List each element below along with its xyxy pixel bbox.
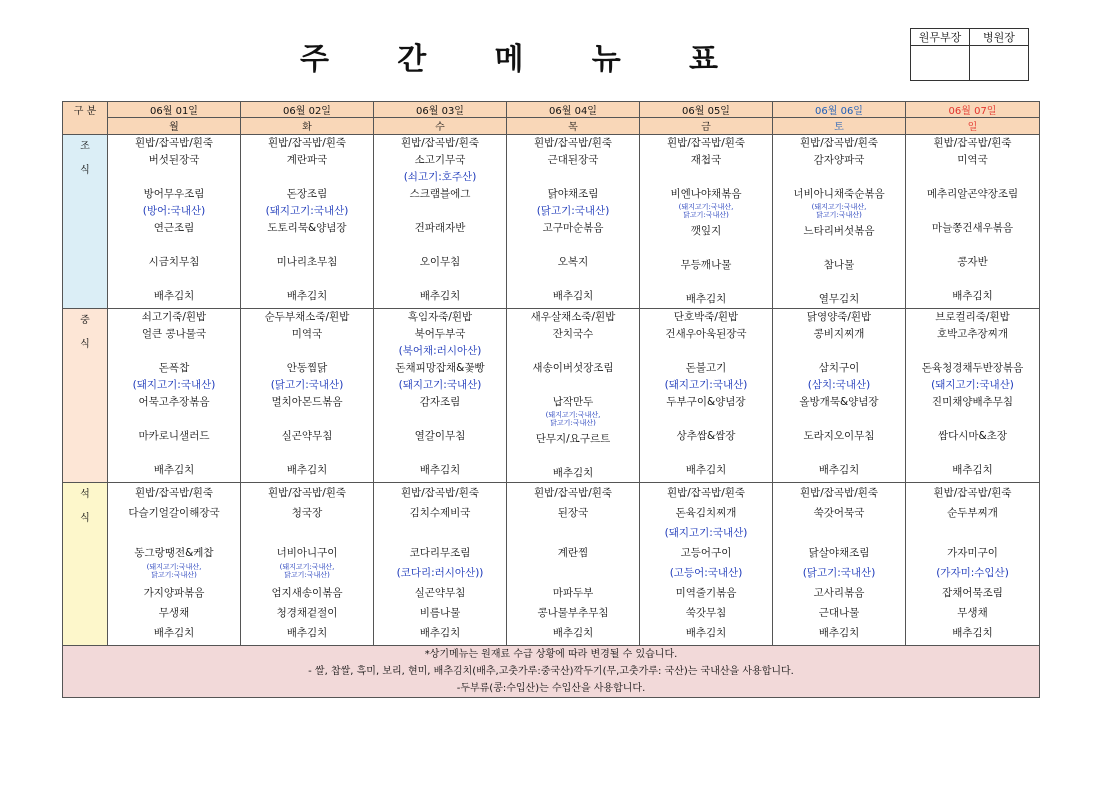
menu-item: 흰밥/잡곡밥/흰죽 bbox=[933, 487, 1012, 499]
menu-item: 흰밥/잡곡밥/흰죽 bbox=[267, 487, 347, 499]
blank-line bbox=[374, 237, 506, 254]
approval-header: 원무부장 bbox=[911, 29, 970, 46]
menu-item: 계란파국 bbox=[286, 154, 328, 166]
menu-item: 어묵고추장볶음 bbox=[138, 396, 210, 408]
menu-item: 안동찜닭 bbox=[286, 362, 328, 374]
menu-item: 느타리버섯볶음 bbox=[803, 225, 875, 237]
menu-item: 배추김치 bbox=[419, 627, 461, 639]
menu-item: 흰밥/잡곡밥/흰죽 bbox=[267, 137, 347, 149]
menu-item: 배추김치 bbox=[286, 627, 328, 639]
date-header: 06월 02일 bbox=[241, 102, 374, 118]
footer-note-line: *상기메뉴는 원재료 수급 상황에 따라 변경될 수 있습니다. bbox=[424, 649, 678, 660]
menu-item: 배추김치 bbox=[685, 464, 727, 476]
menu-item: 오복지 bbox=[557, 256, 589, 268]
menu-cell bbox=[640, 483, 773, 646]
menu-item: 고사리볶음 bbox=[813, 587, 865, 599]
meal-label-char: 중 bbox=[80, 315, 90, 326]
blank-line bbox=[773, 411, 905, 428]
menu-item: 버섯된장국 bbox=[148, 154, 200, 166]
page-title bbox=[300, 34, 720, 78]
origin-note: (북어채:러시아산) bbox=[398, 345, 482, 357]
footer-notes bbox=[63, 646, 1040, 698]
menu-item: 깻잎지 bbox=[690, 225, 722, 237]
blank-line bbox=[241, 169, 373, 186]
menu-cell bbox=[108, 483, 241, 646]
blank-line bbox=[906, 237, 1039, 254]
blank-line bbox=[374, 445, 506, 462]
date-header: 06월 03일 bbox=[374, 102, 507, 118]
origin-note: (고등어:국내산) bbox=[669, 567, 743, 579]
menu-item: 배추김치 bbox=[818, 627, 860, 639]
menu-item: 쑥갓어묵국 bbox=[813, 507, 865, 519]
menu-item: 열갈이무침 bbox=[414, 430, 466, 442]
blank-line bbox=[906, 343, 1039, 360]
blank-line bbox=[640, 240, 772, 257]
menu-item: 시금치무침 bbox=[148, 256, 200, 268]
title-char: 표 bbox=[689, 42, 720, 77]
menu-item: 재첩국 bbox=[690, 154, 722, 166]
menu-item: 열무김치 bbox=[818, 293, 860, 305]
title-char: 뉴 bbox=[591, 42, 623, 77]
blank-line bbox=[108, 169, 240, 186]
menu-item: 메추리알곤약장조림 bbox=[926, 188, 1019, 200]
menu-item: 무등깨나물 bbox=[680, 259, 732, 271]
menu-item: 흰밥/잡곡밥/흰죽 bbox=[533, 137, 613, 149]
menu-item: 미역국 bbox=[957, 154, 988, 166]
menu-cell bbox=[906, 309, 1040, 483]
menu-item: 소고기무국 bbox=[414, 154, 466, 166]
blank-line bbox=[773, 274, 905, 291]
menu-item: 미나리초무침 bbox=[276, 256, 338, 268]
menu-item: 고등어구이 bbox=[680, 547, 732, 559]
blank-line bbox=[640, 343, 772, 360]
menu-cell bbox=[906, 135, 1040, 309]
origin-note: (돼지고기:국내산) bbox=[265, 205, 349, 217]
menu-cell bbox=[507, 483, 640, 646]
approval-box bbox=[910, 28, 1029, 81]
menu-item: 배추김치 bbox=[153, 627, 195, 639]
menu-item: 배추김치 bbox=[685, 293, 727, 305]
origin-note: (삼치:국내산) bbox=[807, 379, 871, 391]
approval-sign-box[interactable] bbox=[911, 46, 970, 81]
menu-item: 흰밥/잡곡밥/흰죽 bbox=[799, 137, 879, 149]
menu-item: 잡채어묵조림 bbox=[942, 587, 1003, 599]
date-header: 06월 04일 bbox=[507, 102, 640, 118]
menu-item: 배추김치 bbox=[552, 627, 594, 639]
menu-cell bbox=[640, 309, 773, 483]
blank-line bbox=[906, 169, 1039, 186]
approval-sign-box[interactable] bbox=[970, 46, 1029, 81]
meal-label-char: 조 bbox=[80, 141, 90, 152]
blank-line bbox=[773, 169, 905, 186]
menu-item: 콩자반 bbox=[957, 256, 988, 268]
menu-item: 닭영양죽/흰밥 bbox=[806, 311, 872, 323]
menu-item: 배추김치 bbox=[552, 290, 594, 302]
blank-line bbox=[241, 445, 373, 462]
menu-item: 돈장조림 bbox=[286, 188, 328, 200]
origin-note: (돼지고기:국내산, 닭고기:국내산) bbox=[678, 203, 734, 219]
menu-item: 닭살야채조림 bbox=[808, 547, 870, 559]
menu-item: 엄지새송이볶음 bbox=[271, 587, 343, 599]
menu-item: 마카로니샐러드 bbox=[138, 430, 210, 442]
menu-item: 콩비지찌개 bbox=[813, 328, 865, 340]
blank-line bbox=[507, 523, 639, 543]
menu-cell bbox=[241, 135, 374, 309]
menu-item: 근대된장국 bbox=[547, 154, 599, 166]
blank-line bbox=[507, 169, 639, 186]
menu-item: 마늘쫑건새우볶음 bbox=[931, 222, 1014, 234]
menu-item: 감자조림 bbox=[419, 396, 461, 408]
menu-item: 흰밥/잡곡밥/흰죽 bbox=[134, 137, 214, 149]
menu-item: 실곤약무침 bbox=[281, 430, 333, 442]
menu-item: 너비아니채죽순볶음 bbox=[793, 188, 885, 200]
blank-line bbox=[108, 411, 240, 428]
date-header: 06월 07일 bbox=[906, 102, 1040, 118]
menu-item: 미역줄기볶음 bbox=[675, 587, 737, 599]
menu-item: 흑임자죽/흰밥 bbox=[407, 311, 473, 323]
menu-item: 배추김치 bbox=[153, 464, 195, 476]
blank-line bbox=[241, 343, 373, 360]
menu-item: 호박고추장찌개 bbox=[936, 328, 1008, 340]
blank-line bbox=[108, 445, 240, 462]
blank-line bbox=[507, 271, 639, 288]
blank-line bbox=[241, 237, 373, 254]
blank-line bbox=[773, 523, 905, 543]
menu-item: 새우살채소죽/흰밥 bbox=[530, 311, 616, 323]
origin-note: (돼지고기:국내산, 닭고기:국내산) bbox=[545, 411, 601, 427]
menu-item: 청국장 bbox=[291, 507, 323, 519]
day-header: 화 bbox=[241, 118, 374, 135]
day-header: 수 bbox=[374, 118, 507, 135]
footer-note-line: -두부류(콩:수입산)는 수입산을 사용합니다. bbox=[456, 683, 646, 694]
blank-line bbox=[374, 411, 506, 428]
menu-item: 흰밥/잡곡밥/흰죽 bbox=[400, 137, 480, 149]
menu-item: 가자미구이 bbox=[947, 547, 998, 559]
menu-item: 건새우아욱된장국 bbox=[665, 328, 747, 340]
menu-item: 연근조림 bbox=[153, 222, 195, 234]
menu-cell bbox=[906, 483, 1040, 646]
meal-label bbox=[63, 309, 108, 483]
menu-item: 두부구이&양념장 bbox=[666, 396, 746, 408]
menu-cell bbox=[108, 309, 241, 483]
menu-item: 돈폭찹 bbox=[158, 362, 190, 374]
origin-note: (닭고기:국내산) bbox=[802, 567, 876, 579]
menu-item: 올방개묵&양념장 bbox=[799, 396, 879, 408]
gubun-header: 구 분 bbox=[63, 102, 108, 135]
menu-cell bbox=[773, 483, 906, 646]
menu-cell bbox=[773, 309, 906, 483]
menu-item: 흰밥/잡곡밥/흰죽 bbox=[666, 137, 746, 149]
title-char: 메 bbox=[494, 42, 526, 77]
meal-label-char: 석 bbox=[80, 489, 90, 500]
meal-label-char: 식 bbox=[80, 513, 90, 524]
blank-line bbox=[374, 271, 506, 288]
menu-item: 삼치구이 bbox=[818, 362, 860, 374]
origin-note: (방어:국내산) bbox=[142, 205, 206, 217]
menu-item: 무생채 bbox=[158, 607, 190, 619]
meal-row-dinner bbox=[63, 483, 1040, 646]
menu-item: 건파래자반 bbox=[414, 222, 466, 234]
menu-item: 배추김치 bbox=[952, 627, 993, 639]
blank-line bbox=[906, 271, 1039, 288]
footer-note-line: - 쌀, 찹쌀, 흑미, 보리, 현미, 배추김치(배추,고춧가루:중국산)깍두기(무,고춧가루: 국산)는 국내산을 사용합니다. bbox=[308, 666, 794, 677]
day-header: 목 bbox=[507, 118, 640, 135]
menu-item: 마파두부 bbox=[552, 587, 594, 599]
blank-line bbox=[108, 271, 240, 288]
menu-item: 멸치아몬드볶음 bbox=[271, 396, 343, 408]
origin-note: (돼지고기:국내산) bbox=[931, 379, 1014, 391]
date-header: 06월 01일 bbox=[108, 102, 241, 118]
blank-line bbox=[640, 274, 772, 291]
menu-item: 잔치국수 bbox=[552, 328, 594, 340]
blank-line bbox=[108, 237, 240, 254]
origin-note: (돼지고기:국내산) bbox=[664, 379, 748, 391]
menu-item: 배추김치 bbox=[685, 627, 727, 639]
blank-line bbox=[906, 445, 1039, 462]
menu-cell bbox=[507, 309, 640, 483]
menu-item: 된장국 bbox=[557, 507, 589, 519]
menu-item: 배추김치 bbox=[419, 290, 461, 302]
menu-item: 김치수제비국 bbox=[409, 507, 471, 519]
day-header: 토 bbox=[773, 118, 906, 135]
menu-item: 미역국 bbox=[291, 328, 323, 340]
origin-note: (돼지고기:국내산, 닭고기:국내산) bbox=[811, 203, 867, 219]
menu-item: 배추김치 bbox=[419, 464, 461, 476]
menu-item: 비름나물 bbox=[419, 607, 461, 619]
meal-label bbox=[63, 135, 108, 309]
origin-note: (돼지고기:국내산, 닭고기:국내산) bbox=[279, 563, 335, 579]
menu-item: 감자양파국 bbox=[813, 154, 865, 166]
origin-note: (돼지고기:국내산) bbox=[398, 379, 482, 391]
meal-label bbox=[63, 483, 108, 646]
menu-cell bbox=[241, 309, 374, 483]
menu-item: 쇠고기죽/흰밥 bbox=[141, 311, 207, 323]
menu-item: 배추김치 bbox=[818, 464, 860, 476]
menu-item: 돈불고기 bbox=[685, 362, 727, 374]
menu-cell bbox=[507, 135, 640, 309]
header-day-row bbox=[63, 118, 1040, 135]
approval-header: 병원장 bbox=[970, 29, 1029, 46]
blank-line bbox=[640, 411, 772, 428]
menu-item: 흰밥/잡곡밥/흰죽 bbox=[933, 137, 1012, 149]
menu-item: 스크램블에그 bbox=[409, 188, 471, 200]
day-header: 금 bbox=[640, 118, 773, 135]
weekly-menu-table bbox=[62, 101, 1040, 698]
blank-line bbox=[507, 343, 639, 360]
menu-item: 가지양파볶음 bbox=[143, 587, 205, 599]
menu-cell bbox=[374, 309, 507, 483]
menu-cell bbox=[108, 135, 241, 309]
blank-line bbox=[773, 343, 905, 360]
day-header: 일 bbox=[906, 118, 1040, 135]
menu-item: 돈육김치찌개 bbox=[675, 507, 737, 519]
menu-item: 단무지/요구르트 bbox=[535, 433, 611, 445]
meal-row-breakfast bbox=[63, 135, 1040, 309]
menu-item: 쑥갓무침 bbox=[685, 607, 727, 619]
date-header: 06월 06일 bbox=[773, 102, 906, 118]
menu-item: 너비아니구이 bbox=[276, 547, 338, 559]
menu-cell bbox=[773, 135, 906, 309]
menu-item: 순두부찌개 bbox=[947, 507, 998, 519]
menu-item: 새송이버섯장조림 bbox=[532, 362, 614, 374]
origin-note: (돼지고기:국내산) bbox=[664, 527, 748, 539]
menu-cell bbox=[374, 483, 507, 646]
menu-item: 흰밥/잡곡밥/흰죽 bbox=[400, 487, 480, 499]
blank-line bbox=[241, 411, 373, 428]
blank-line bbox=[640, 169, 772, 186]
origin-note: (코다리:러시아산)) bbox=[396, 567, 484, 579]
menu-item: 흰밥/잡곡밥/흰죽 bbox=[134, 487, 214, 499]
menu-item: 코다리무조림 bbox=[409, 547, 471, 559]
menu-item: 도토리묵&양념장 bbox=[267, 222, 347, 234]
blank-line bbox=[374, 203, 506, 220]
menu-item: 계란찜 bbox=[557, 547, 589, 559]
menu-item: 배추김치 bbox=[552, 467, 594, 479]
blank-line bbox=[507, 563, 639, 583]
menu-cell bbox=[374, 135, 507, 309]
origin-note: (닭고기:국내산) bbox=[536, 205, 610, 217]
blank-line bbox=[507, 237, 639, 254]
meal-row-lunch bbox=[63, 309, 1040, 483]
menu-item: 진미채양배추무침 bbox=[931, 396, 1014, 408]
menu-item: 흰밥/잡곡밥/흰죽 bbox=[533, 487, 613, 499]
menu-item: 얼큰 콩나물국 bbox=[141, 328, 207, 340]
origin-note: (가자미:수입산) bbox=[936, 567, 1009, 579]
menu-item: 동그랑땡전&케찹 bbox=[134, 547, 214, 559]
menu-item: 참나물 bbox=[823, 259, 855, 271]
menu-item: 납작만두 bbox=[552, 396, 594, 408]
blank-line bbox=[906, 203, 1039, 220]
menu-item: 쌈다시마&초장 bbox=[937, 430, 1008, 442]
menu-item: 배추김치 bbox=[952, 464, 993, 476]
origin-note: (쇠고기:호주산) bbox=[403, 171, 477, 183]
menu-item: 돈육청경채두반장볶음 bbox=[921, 362, 1024, 374]
blank-line bbox=[507, 377, 639, 394]
origin-note: (돼지고기:국내산, 닭고기:국내산) bbox=[146, 563, 202, 579]
menu-item: 돈채피망잡채&꽃빵 bbox=[395, 362, 485, 374]
menu-item: 흰밥/잡곡밥/흰죽 bbox=[666, 487, 746, 499]
menu-cell bbox=[640, 135, 773, 309]
menu-item: 무생채 bbox=[957, 607, 988, 619]
menu-item: 닭야채조림 bbox=[547, 188, 599, 200]
menu-item: 비엔나야채볶음 bbox=[670, 188, 742, 200]
menu-item: 다슬기얼갈이해장국 bbox=[128, 507, 220, 519]
menu-cell bbox=[241, 483, 374, 646]
day-header: 월 bbox=[108, 118, 241, 135]
menu-item: 배추김치 bbox=[952, 290, 993, 302]
blank-line bbox=[108, 343, 240, 360]
date-header: 06월 05일 bbox=[640, 102, 773, 118]
blank-line bbox=[773, 445, 905, 462]
menu-item: 실곤약무침 bbox=[414, 587, 466, 599]
blank-line bbox=[241, 271, 373, 288]
menu-item: 방어무우조림 bbox=[143, 188, 205, 200]
title-char: 주 bbox=[300, 42, 331, 77]
blank-line bbox=[773, 240, 905, 257]
blank-line bbox=[906, 411, 1039, 428]
footer-row bbox=[63, 646, 1040, 698]
menu-item: 고구마순볶음 bbox=[542, 222, 604, 234]
blank-line bbox=[108, 523, 240, 543]
menu-item: 배추김치 bbox=[153, 290, 195, 302]
menu-item: 브로컬리죽/흰밥 bbox=[935, 311, 1010, 323]
menu-item: 근대나물 bbox=[818, 607, 860, 619]
menu-item: 단호박죽/흰밥 bbox=[673, 311, 739, 323]
title-char: 간 bbox=[397, 42, 429, 77]
meal-label-char: 식 bbox=[80, 339, 90, 350]
blank-line bbox=[374, 523, 506, 543]
blank-line bbox=[507, 448, 639, 465]
blank-line bbox=[906, 523, 1039, 543]
meal-label-char: 식 bbox=[80, 165, 90, 176]
menu-item: 흰밥/잡곡밥/흰죽 bbox=[799, 487, 879, 499]
menu-item: 청경채겉절이 bbox=[276, 607, 338, 619]
header-date-row bbox=[63, 102, 1040, 118]
menu-item: 배추김치 bbox=[286, 290, 328, 302]
menu-item: 콩나물부추무침 bbox=[537, 607, 609, 619]
origin-note: (닭고기:국내산) bbox=[270, 379, 344, 391]
blank-line bbox=[241, 523, 373, 543]
menu-item: 상추쌈&쌈장 bbox=[676, 430, 736, 442]
menu-item: 순두부채소죽/흰밥 bbox=[264, 311, 350, 323]
menu-item: 배추김치 bbox=[286, 464, 328, 476]
origin-note: (돼지고기:국내산) bbox=[132, 379, 216, 391]
menu-item: 도라지오이무침 bbox=[803, 430, 875, 442]
menu-item: 오이무침 bbox=[419, 256, 461, 268]
menu-item: 북어두부국 bbox=[414, 328, 466, 340]
blank-line bbox=[640, 445, 772, 462]
